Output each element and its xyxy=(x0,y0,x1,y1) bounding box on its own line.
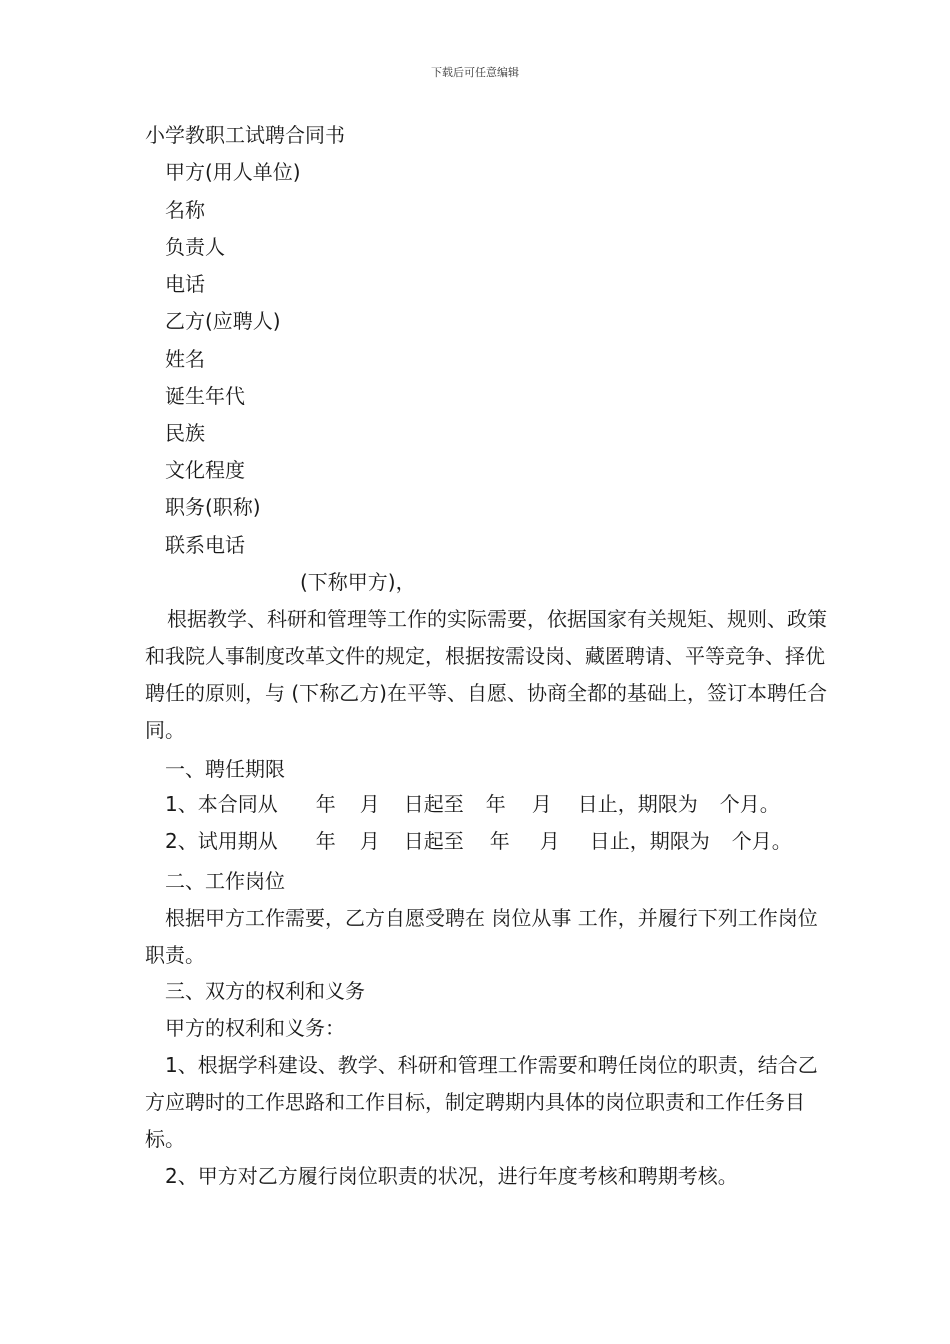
term-item-1-day-to: 日止，期限为 xyxy=(577,792,698,816)
term-item-2-prefix: 2、试用期从 xyxy=(165,829,278,853)
party-a-leader: 负责人 xyxy=(165,235,225,259)
party-b-ethnicity: 民族 xyxy=(165,421,205,445)
header-note: 下载后可任意编辑 xyxy=(431,66,519,79)
party-a-phone: 电话 xyxy=(165,272,205,296)
party-b-birth: 诞生年代 xyxy=(165,384,245,408)
term-item-2 xyxy=(165,827,792,855)
term-item-2-month-from: 月 xyxy=(359,829,380,853)
party-b-position: 职务(职称) xyxy=(165,495,261,519)
document-title: 小学教职工试聘合同书 xyxy=(145,123,345,147)
section3-sub-heading: 甲方的权利和义务： xyxy=(165,1016,345,1040)
term-item-2-day-from: 日起至 xyxy=(403,829,464,853)
party-b-label: 乙方(应聘人) xyxy=(165,309,281,333)
term-item-1-year-to: 年 xyxy=(485,792,506,816)
term-item-1-day-from: 日起至 xyxy=(403,792,464,816)
intro-paragraph: 根据教学、科研和管理等工作的实际需要，依据国家有关规矩、规则、政策和我院人事制度改革文件的规定，根据按需设岗、藏匿聘请、平等竞争、择优聘任的原则，与 (下称乙方)在平等、自愿、协商全都的基础上，签订本聘任合同。 xyxy=(145,607,827,742)
party-b-name: 姓名 xyxy=(165,347,205,371)
section3-item-2: 2、甲方对乙方履行岗位职责的状况，进行年度考核和聘期考核。 xyxy=(165,1164,738,1188)
party-b-contact: 联系电话 xyxy=(165,533,245,557)
hereinafter-party-a: (下称甲方)， xyxy=(300,570,416,594)
term-item-1-year-from: 年 xyxy=(315,792,336,816)
party-a-name: 名称 xyxy=(165,198,205,222)
section3-item-1: 1、根据学科建设、教学、科研和管理工作需要和聘任岗位的职责，结合乙方应聘时的工作思路和工作目标，制定聘期内具体的岗位职责和工作任务目标。 xyxy=(145,1053,818,1151)
section2-paragraph: 根据甲方工作需要，乙方自愿受聘在 岗位从事 工作，并履行下列工作岗位职责。 xyxy=(145,906,818,967)
section2-heading: 二、工作岗位 xyxy=(165,869,285,893)
term-item-1-months: 个月。 xyxy=(719,792,780,816)
term-item-1-prefix: 1、本合同从 xyxy=(165,792,278,816)
section3-heading: 三、双方的权利和义务 xyxy=(165,979,365,1003)
party-b-education: 文化程度 xyxy=(165,458,245,482)
term-item-2-month-to: 月 xyxy=(539,829,560,853)
term-item-2-months: 个月。 xyxy=(731,829,792,853)
term-item-1-month-to: 月 xyxy=(531,792,552,816)
section1-heading: 一、聘任期限 xyxy=(165,757,285,781)
term-item-2-day-to: 日止，期限为 xyxy=(589,829,710,853)
party-a-label: 甲方(用人单位) xyxy=(165,160,301,184)
term-item-2-year-from: 年 xyxy=(315,829,336,853)
term-item-1 xyxy=(165,790,780,818)
term-item-1-month-from: 月 xyxy=(359,792,380,816)
term-item-2-year-to: 年 xyxy=(489,829,510,853)
